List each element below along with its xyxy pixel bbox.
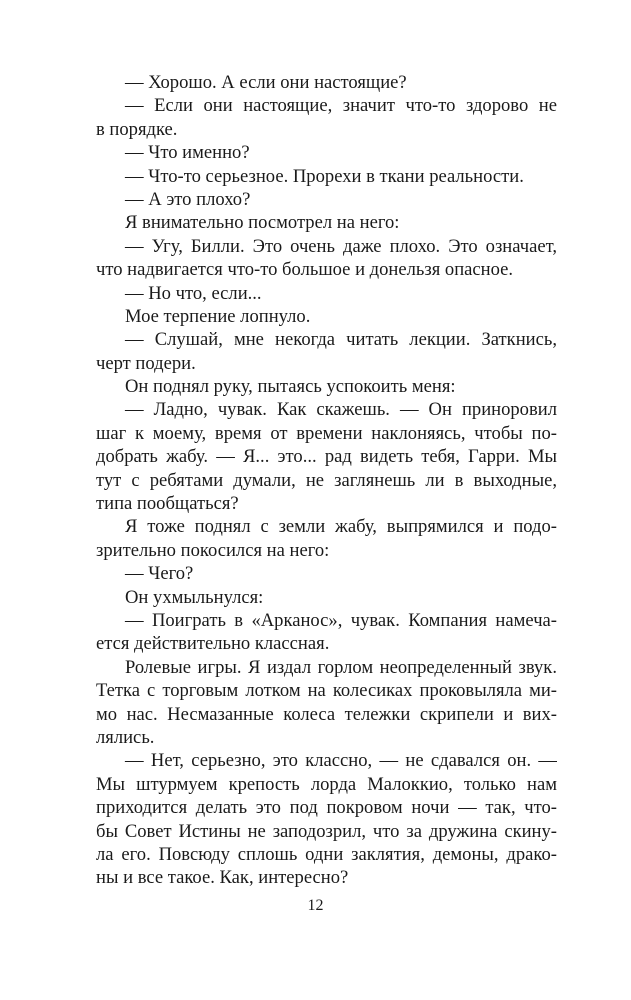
text-line: что надвигается что-то большое и донельзя опасное. [96,259,514,281]
text-line: Я внимательно посмотрел на него: [125,212,400,234]
text-line: зрительно покосился на него: [96,539,330,561]
text-line: в порядке. [96,118,178,140]
text-line: бы Совет Истины не заподозрил, что за дружина скину- [96,820,557,842]
page-number: 12 [307,897,324,914]
text-line: типа пообщаться? [96,493,239,515]
text-line: шаг к моему, время от времени наклоняясь, чтобы по- [96,422,557,444]
text-line: Он ухмыльнулся: [125,586,264,608]
text-line: черт подери. [96,352,196,374]
text-line: — Что-то серьезное. Прорехи в ткани реальности. [125,165,524,187]
text-line: — Поиграть в «Арканос», чувак. Компания намеча- [125,609,557,631]
text-line: Мое терпение лопнуло. [125,305,311,327]
text-line: Я тоже поднял с земли жабу, выпрямился и подо- [125,516,557,538]
text-line: Тетка с торговым лотком на колесиках проковыляла ми- [96,680,557,702]
text-line: ется действительно классная. [96,633,330,655]
text-line: добрать жабу. — Я... это... рад видеть тебя, Гарри. Мы [96,446,557,468]
text-line: мо нас. Несмазанные колеса тележки скрипели и вих- [96,703,557,725]
text-line: — Если они настоящие, значит что-то здорово не [125,95,557,117]
text-line: лялись. [96,726,155,748]
text-line: — Ладно, чувак. Как скажешь. — Он приноровил [125,399,557,421]
text-line: Мы штурмуем крепость лорда Малоккио, только нам [96,773,557,795]
text-line: ла его. Повсюду сплошь одни заклятия, демоны, драко- [96,843,557,865]
text-line: тут с ребятами думали, не заглянешь ли в выходные, [96,469,557,491]
text-line: — Нет, серьезно, это классно, — не сдавался он. — [125,750,557,772]
text-line: — Чего? [125,563,194,585]
page-text [96,71,557,890]
text-line: приходится делать это под покровом ночи — так, что- [96,797,557,819]
text-line: — Что именно? [125,142,250,164]
text-line: — Но что, если... [125,282,262,304]
text-line: Ролевые игры. Я издал горлом неопределенный звук. [125,656,557,678]
text-line: — Слушай, мне некогда читать лекции. Заткнись, [125,329,557,351]
text-line: — А это плохо? [125,188,251,210]
text-line: — Хорошо. А если они настоящие? [125,72,407,93]
text-line: Он поднял руку, пытаясь успокоить меня: [125,376,456,398]
text-line: — Угу, Билли. Это очень даже плохо. Это означает, [125,235,557,257]
text-line: ны и все такое. Как, интересно? [96,867,349,889]
